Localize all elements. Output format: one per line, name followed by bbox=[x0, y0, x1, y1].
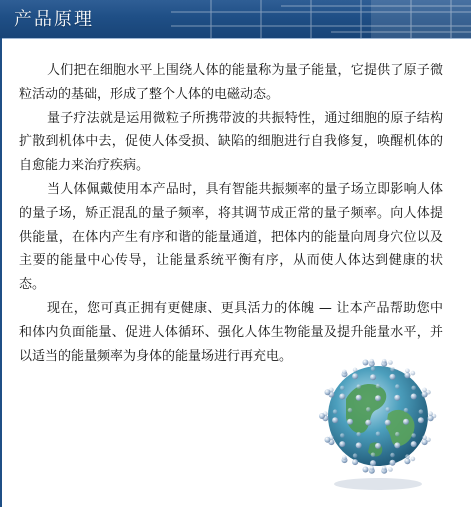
globe-bead bbox=[411, 457, 416, 462]
globe-bead bbox=[395, 384, 400, 389]
globe-bead bbox=[352, 373, 358, 379]
paragraph-3: 当人体佩戴使用本产品时，具有智能共振频率的量子场立即影响人体的量子场，矫正混乱的量子频率，将其调节成正常的量子频率。向人体提供能量，在体内产生有序和谐的能量通道，把体内的能量向周身穴位以及主要的能量中心传导，让能量系统平衡有序，从而使人体达到健康的状态。 bbox=[19, 181, 443, 293]
globe-bead bbox=[395, 432, 400, 437]
globe-bead bbox=[385, 420, 391, 426]
globe-bead bbox=[382, 466, 387, 471]
globe-bead bbox=[329, 388, 334, 393]
globe-bead bbox=[370, 374, 376, 380]
globe-bead bbox=[394, 395, 400, 401]
globe-bead bbox=[376, 384, 381, 389]
globe-bead bbox=[342, 455, 347, 460]
left-border bbox=[0, 38, 2, 507]
globe-bead bbox=[370, 466, 375, 471]
globe-bead bbox=[340, 386, 345, 391]
globe-bead bbox=[347, 419, 353, 425]
globe-bead bbox=[403, 419, 409, 425]
globe-bead bbox=[340, 433, 345, 438]
globe-bead bbox=[428, 411, 433, 416]
globe-bead bbox=[342, 370, 347, 375]
header-decoration-lines bbox=[171, 0, 471, 38]
globe-bead bbox=[339, 441, 345, 447]
globe-bead bbox=[422, 388, 427, 393]
article-body bbox=[19, 59, 443, 368]
globe-bead bbox=[376, 432, 381, 437]
page-header bbox=[0, 0, 471, 38]
globe-bead bbox=[371, 453, 376, 458]
globe-bead bbox=[329, 435, 334, 440]
globe-bead bbox=[411, 371, 416, 376]
page-title: 产品原理 bbox=[14, 9, 94, 30]
globe-bead bbox=[385, 407, 390, 412]
globe-bead bbox=[422, 439, 428, 445]
globe-bead bbox=[375, 395, 381, 401]
globe-bead bbox=[348, 408, 353, 413]
globe-bead bbox=[404, 408, 409, 413]
globe-bead bbox=[418, 417, 424, 423]
globe-bead bbox=[370, 460, 376, 466]
paragraph-1: 人们把在细胞水平上围绕人体的能量称为量子能量，它提供了原子微粒活动的基础，形成了整个人体的电磁动态。 bbox=[19, 63, 443, 102]
globe-bead bbox=[366, 407, 371, 412]
globe-bead bbox=[333, 409, 338, 414]
header-divider bbox=[0, 38, 471, 39]
globe-bead bbox=[422, 435, 427, 440]
paragraph-4: 现在，您可真正拥有更健康、更具活力的体魄 — 让本产品帮助您中和体内负面能量、促进人体循环、强化人体生物能量及提升能量水平，并以适当的能量频率为身体的能量场进行再充电。 bbox=[19, 300, 443, 364]
globe-bead bbox=[365, 420, 371, 426]
globe-bead bbox=[375, 443, 381, 449]
globe-bead bbox=[419, 409, 424, 414]
globe-bead bbox=[411, 394, 417, 400]
globe-bead bbox=[405, 454, 410, 459]
globe-bead bbox=[339, 394, 345, 400]
globe-bead bbox=[422, 392, 428, 398]
globe-bead bbox=[332, 417, 338, 423]
globe-bead bbox=[404, 458, 410, 464]
globe-bead bbox=[356, 432, 361, 437]
globe-bead bbox=[390, 460, 396, 466]
globe-bead bbox=[405, 369, 410, 374]
globe-bead bbox=[428, 415, 434, 421]
globe-bead bbox=[352, 459, 358, 465]
globe-bead bbox=[323, 411, 328, 416]
globe-bead bbox=[356, 395, 362, 401]
globe-bead bbox=[390, 453, 395, 458]
globe-bead bbox=[356, 384, 361, 389]
globe-bead bbox=[394, 442, 400, 448]
globe-bead bbox=[363, 467, 369, 473]
globe-bead bbox=[353, 453, 358, 458]
globe-bead bbox=[388, 467, 393, 472]
paragraph-2: 量子疗法就是运用微粒子所携带波的共振特性，通过细胞的原子结构扩散到机体中去，促使人体受损、缺陷的细胞进行自我修复，唤醒机体的自愈能力来治疗疾病。 bbox=[19, 110, 443, 174]
globe-bead bbox=[356, 442, 362, 448]
globe-bead bbox=[404, 372, 410, 378]
globe-bead bbox=[390, 374, 396, 380]
globe-bead bbox=[411, 386, 416, 391]
globe-bead bbox=[411, 441, 417, 447]
globe-bead bbox=[411, 433, 416, 438]
